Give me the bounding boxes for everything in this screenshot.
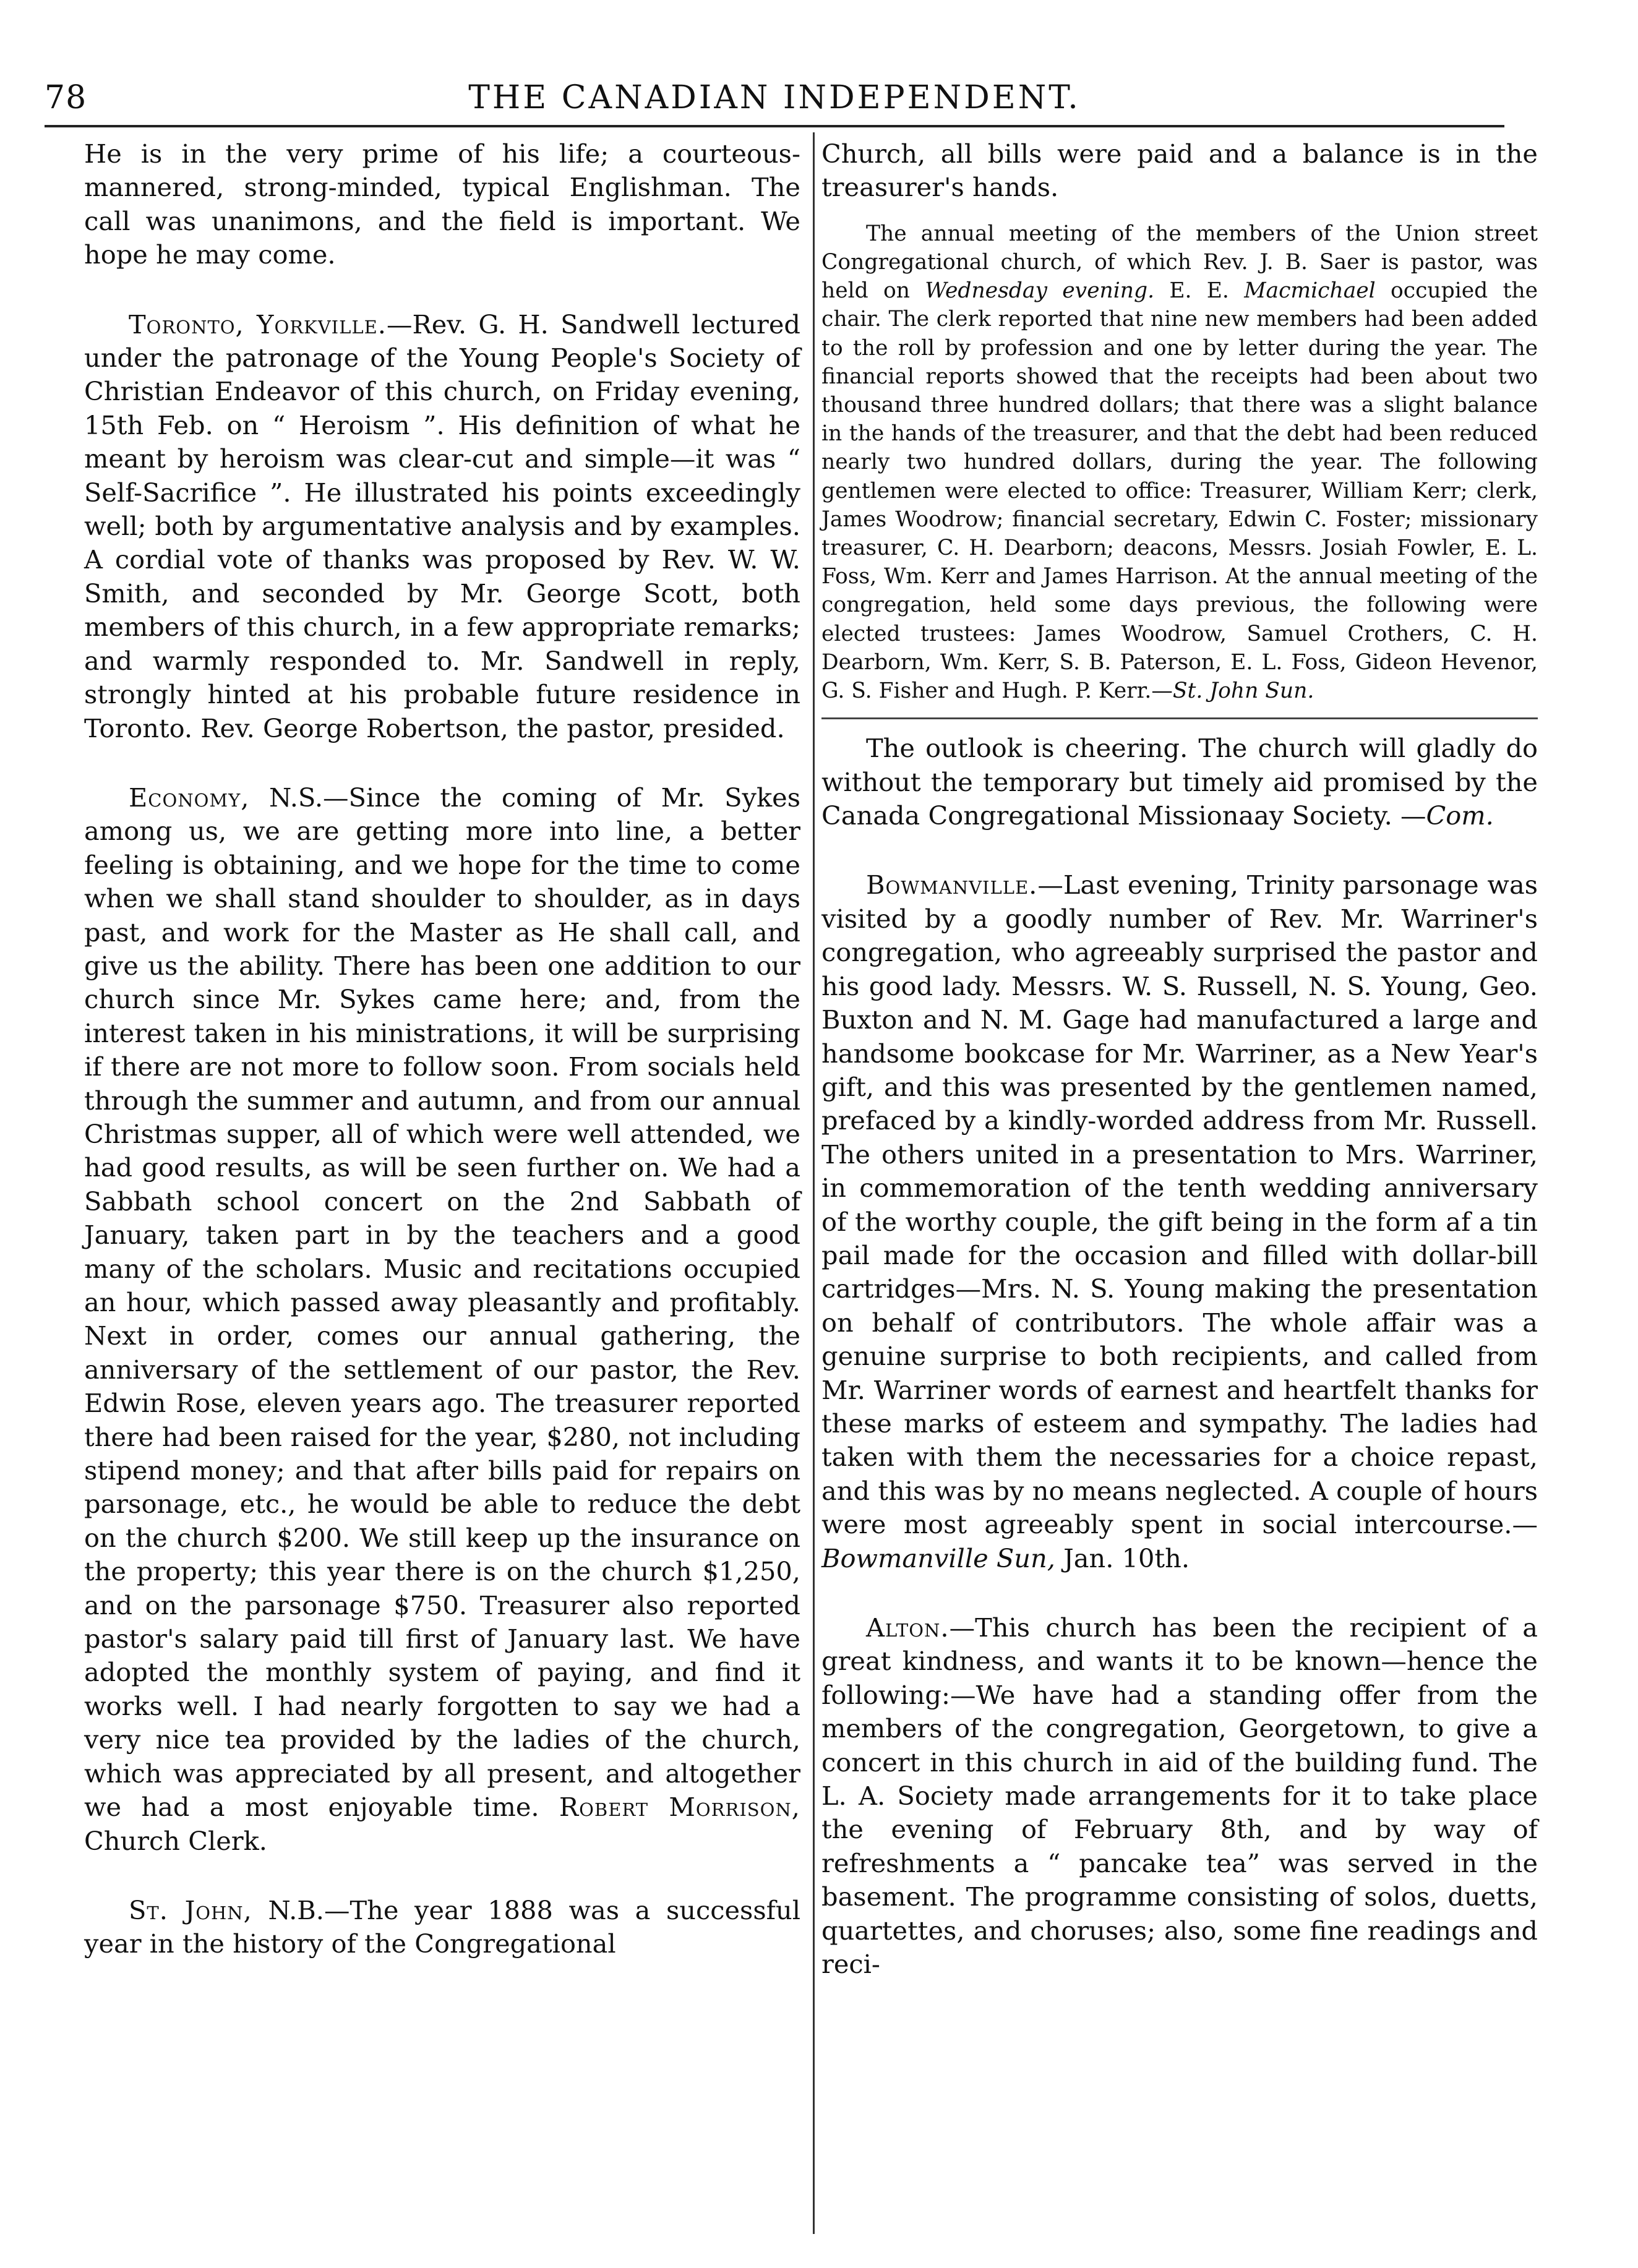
article-heading: Toronto, Yorkville.: [129, 309, 387, 340]
article-heading: Alton.: [866, 1612, 950, 1643]
article-bowmanville: Bowmanville.—Last evening, Trinity parsonage was visited by a goodly number of Rev. Mr. Warriner's congregation, who agreeably surprised the pastor and his good lady. Messrs. W. S. Russell, N. S. Young, Geo. Buxton and N. M. Gage had manufactured a large and handsome bookcase for Mr. Warriner, as a New Year's gift, and this was presented by the gentlemen named, prefaced by a kindly-worded address from Mr. Russell. The others united in a presentation to Mrs. Warriner, in commemoration of the tenth wedding anniversary of the worthy couple, the gift being in the form af a tin pail made for the occasion and filled with dollar-bill cartridges—Mrs. N. S. Young making the presentation on behalf of contributors. The whole affair was a genuine surprise to both recipients, and called from Mr. Warriner words of earnest and heartfelt thanks for these marks of esteem and sympathy. The ladies had taken with them the necessaries for a choice repast, and this was by no means neglected. A couple of hours were most agreeably spent in social intercourse.—Bowmanville Sun, Jan. 10th.: [821, 870, 1538, 1573]
article-outlook: The outlook is cheering. The church will gladly do without the temporary but timely aid promised by the Canada Congregational Missionaay Society. —Com.: [821, 733, 1538, 831]
page-header: [45, 73, 1504, 122]
article-heading: Economy,: [129, 782, 250, 813]
quoted-report-union-street: The annual meeting of the members of the Union street Congregational church, of which Rev. J. B. Saer is pastor, was held on Wednesday evening. E. E. Macmichael occupied the chair. The clerk reported that nine new members had been added to the roll by profession and one by letter during the year. The financial reports showed that the receipts had been about two thousand three hundred dollars; that there was a slight balance in the hands of the treasurer, and that the debt had been reduced nearly two hundred dollars, during the year. The following gentlemen were elected to office: Treasurer, William Kerr; clerk, James Woodrow; financial secretary, Edwin C. Foster; missionary treasurer, C. H. Dearborn; deacons, Messrs. Josiah Fowler, E. L. Foss, Wm. Kerr and James Harrison. At the annual meeting of the congregation, held some days previous, the following were elected trustees: James Woodrow, Samuel Crothers, C. H. Dearborn, Wm. Kerr, S. B. Paterson, E. L. Foss, Gideon Hevenor, G. S. Fisher and Hugh. P. Kerr.—St. John Sun.: [821, 221, 1538, 704]
source-citation: St. John Sun.: [1172, 678, 1314, 704]
article-economy: Economy, N.S.—Since the coming of Mr. Sykes among us, we are getting more into line, a better feeling is obtaining, and we hope for the time to come when we shall stand shoulder to shoulder, as in days past, and work for the Master as He shall call, and give us the ability. There has been one addition to our church since Mr. Sykes came here; and, from the interest taken in his ministrations, it will be surprising if there are not more to follow soon. From socials held through the summer and autumn, and from our annual Christmas supper, all of which were well attended, we had good results, as will be seen further on. We had a Sabbath school concert on the 2nd Sabbath of January, taken part in by the teachers and a good many of the scholars. Music and recitations occupied an hour, which passed away pleasantly and profitably. Next in order, comes our annual gathering, the anniversary of the settlement of our pastor, the Rev. Edwin Rose, eleven years ago. The treasurer reported there had been raised for the year, $280, not including stipend money; and that after bills paid for repairs on parsonage, etc., he would be able to reduce the debt on the church $200. We still keep up the insurance on the property; this year there is on the church $1,250, and on the parsonage $750. Treasurer also reported pastor's salary paid till first of January last. We have adopted the monthly system of paying, and find it works well. I had nearly forgotten to say we had a very nice tea provided by the ladies of the church, which was appreciated by all present, and altogether we had a most enjoyable time. Robert Morrison, Church Clerk.: [84, 782, 800, 1856]
source-citation: Bowmanville Sun,: [821, 1543, 1055, 1573]
article-continuation: He is in the very prime of his life; a courteous-mannered, strong-minded, typical Englishman. The call was unanimons, and the field is important. We hope he may come.: [84, 139, 800, 270]
page-number: 78: [45, 79, 87, 116]
article-alton: Alton.—This church has been the recipient of a great kindness, and wants it to be known—hence the following:—We have had a standing offer from the members of the congregation, Georgetown, to give a concert in this church in aid of the building fund. The L. A. Society made arrangements for it to take place the evening of February 8th, and by way of refreshments a “ pancake tea” was served in the basement. The programme consisting of solos, duetts, quartettes, and choruses; also, some fine readings and reci-: [821, 1612, 1538, 1980]
article-toronto-yorkville: Toronto, Yorkville.—Rev. G. H. Sandwell lectured under the patronage of the Young People's Society of Christian Endeavor of this church, on Friday evening, 15th Feb. on “ Heroism ”. His definition of what he meant by heroism was clear-cut and simple—it was “ Self-Sacrifice ”. He illustrated his points exceedingly well; both by argumentative analysis and by examples. A cordial vote of thanks was proposed by Rev. W. W. Smith, and seconded by Mr. George Scott, both members of this church, in a few appropriate remarks; and warmly responded to. Mr. Sandwell in reply, strongly hinted at his probable future residence in Toronto. Rev. George Robertson, the pastor, presided.: [84, 309, 800, 743]
source-citation: Com.: [1426, 800, 1494, 831]
journal-title: THE CANADIAN INDEPENDENT.: [468, 79, 1081, 116]
article-heading: Bowmanville.: [866, 870, 1038, 901]
signature: Robert Morrison,: [559, 1792, 800, 1823]
column-divider: [813, 132, 815, 2234]
header-rule: [45, 125, 1504, 127]
left-column: [84, 137, 800, 1961]
right-column: [821, 137, 1538, 1981]
article-st-john: St. John, N.B.—The year 1888 was a successful year in the history of the Congregational: [84, 1894, 800, 1959]
article-st-john-continued: Church, all bills were paid and a balance is in the treasurer's hands.: [821, 139, 1538, 203]
article-heading: St. John,: [129, 1894, 252, 1925]
section-divider: [821, 717, 1538, 719]
